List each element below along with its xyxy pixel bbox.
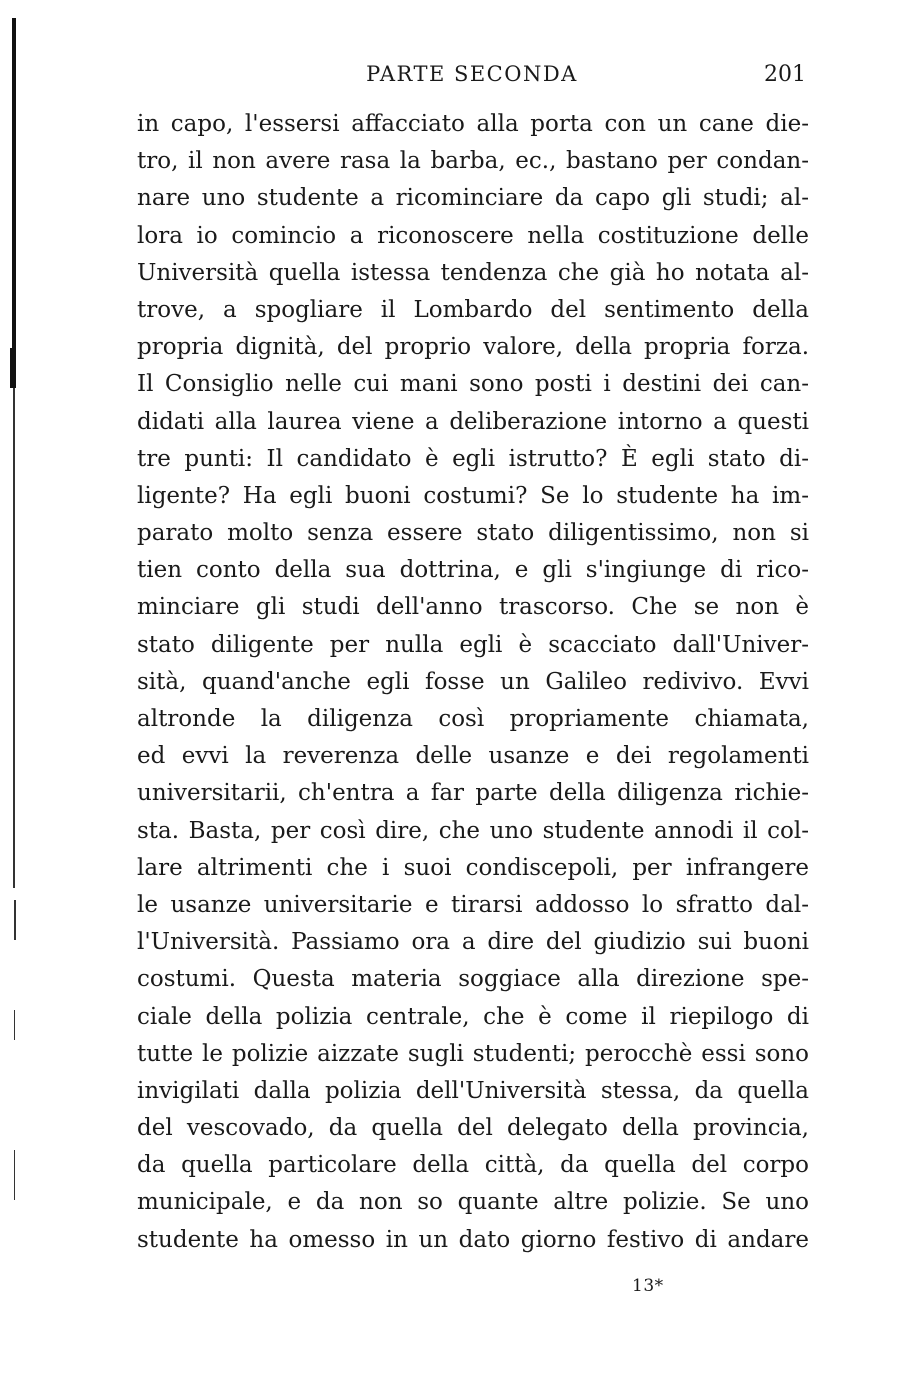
text-line: lare altrimenti che i suoi condiscepoli, per infrangere xyxy=(137,854,809,881)
text-line: studente ha omesso in un dato giorno festivo di andare xyxy=(137,1226,809,1253)
text-line: Il Consiglio nelle cui mani sono posti i destini dei can- xyxy=(137,371,809,398)
text-line: nare uno studente a ricominciare da capo gli studi; al- xyxy=(137,185,809,212)
binding-edge-line xyxy=(14,1010,15,1040)
text-line: ciale della polizia centrale, che è come il riepilogo di xyxy=(137,1003,809,1030)
text-line: ed evvi la reverenza delle usanze e dei regolamenti xyxy=(137,743,809,770)
text-line: tre punti: Il candidato è egli istrutto? È egli stato di- xyxy=(137,445,809,472)
text-line: invigilati dalla polizia dell'Università stessa, da quella xyxy=(137,1077,809,1104)
text-line: da quella particolare della città, da quella del corpo xyxy=(137,1152,809,1179)
text-line: universitarii, ch'entra a far parte della diligenza richie- xyxy=(137,780,809,807)
text-line: lora io comincio a riconoscere nella costituzione delle xyxy=(137,222,809,249)
text-line: del vescovado, da quella del delegato della provincia, xyxy=(137,1115,809,1142)
text-line: didati alla laurea viene a deliberazione intorno a questi xyxy=(137,408,809,435)
text-line: sità, quand'anche egli fosse un Galileo redivivo. Evvi xyxy=(137,668,809,695)
text-line: minciare gli studi dell'anno trascorso. Che se non è xyxy=(137,594,809,621)
text-line: le usanze universitarie e tirarsi addosso lo sfratto dal- xyxy=(137,891,809,918)
text-line: sta. Basta, per così dire, che uno studente annodi il col- xyxy=(137,817,809,844)
binding-edge-line xyxy=(14,900,16,940)
text-line: l'Università. Passiamo ora a dire del giudizio sui buoni xyxy=(137,929,809,956)
text-line: parato molto senza essere stato diligentissimo, non si xyxy=(137,520,809,547)
binding-edge-line xyxy=(12,18,16,348)
text-line: propria dignità, del proprio valore, della propria forza. xyxy=(137,334,809,361)
text-line: tro, il non avere rasa la barba, ec., bastano per condan- xyxy=(137,148,809,175)
running-head xyxy=(138,62,806,96)
running-title: PARTE SECONDA xyxy=(366,62,578,86)
text-line: in capo, l'essersi affacciato alla porta con un cane die- xyxy=(137,111,809,137)
page-number: 201 xyxy=(764,62,806,87)
binding-edge-line xyxy=(14,1150,15,1200)
text-line: Università quella istessa tendenza che già ho notata al- xyxy=(137,259,809,286)
text-line: ligente? Ha egli buoni costumi? Se lo studente ha im- xyxy=(137,482,809,509)
text-line: altronde la diligenza così propriamente chiamata, xyxy=(137,706,809,732)
text-line: costumi. Questa materia soggiace alla direzione spe- xyxy=(137,966,809,993)
text-line: tutte le polizie aizzate sugli studenti; perocchè essi sono xyxy=(137,1040,809,1067)
text-line: tien conto della sua dottrina, e gli s'ingiunge di rico- xyxy=(137,557,809,584)
binding-edge-line xyxy=(10,348,16,388)
text-line: trove, a spogliare il Lombardo del sentimento della xyxy=(137,296,809,323)
text-line: stato diligente per nulla egli è scacciato dall'Univer- xyxy=(137,631,809,658)
body-text xyxy=(137,106,809,1259)
binding-edge-line xyxy=(13,388,15,888)
signature-mark: 13* xyxy=(632,1276,664,1296)
text-line: municipale, e da non so quante altre polizie. Se uno xyxy=(137,1189,809,1216)
